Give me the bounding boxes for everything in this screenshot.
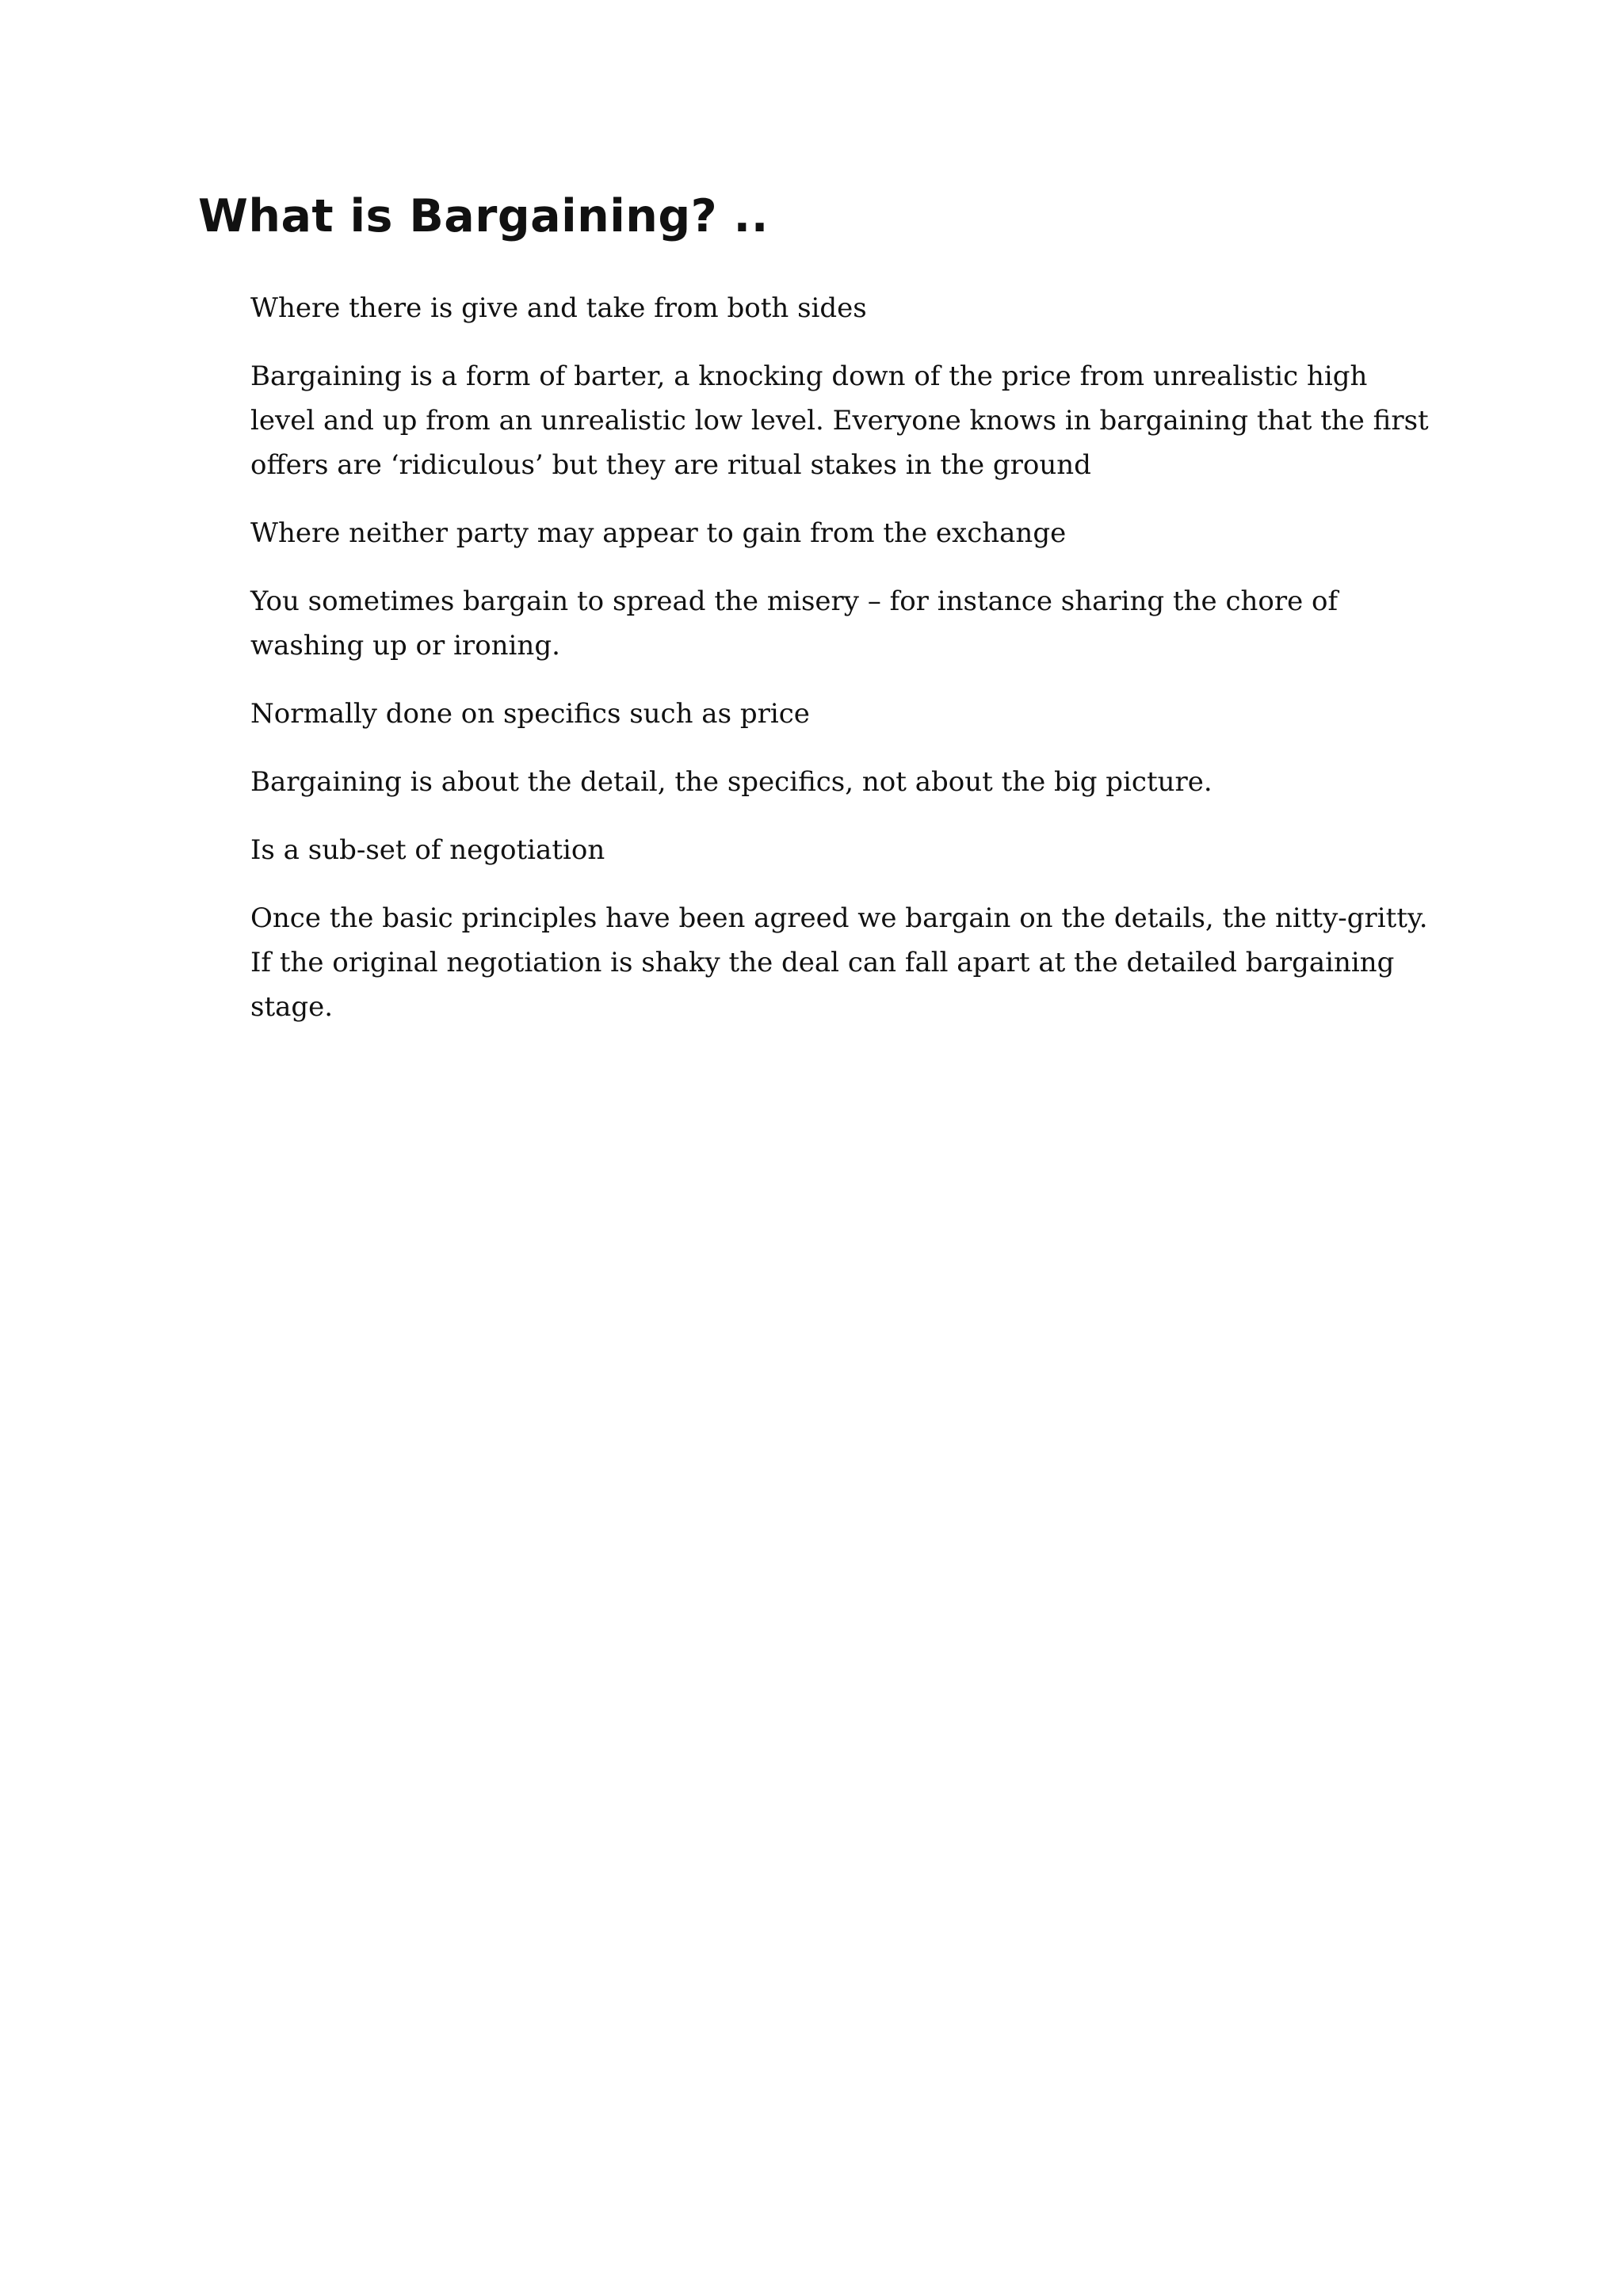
body-text — [250, 286, 1439, 1053]
paragraph-6: Bargaining is about the detail, the specifics, not about the big picture. — [250, 766, 1212, 798]
paragraph-5: Normally done on specifics such as price — [250, 698, 810, 730]
paragraph-3: Where neither party may appear to gain from the exchange — [250, 517, 1067, 549]
page-title: What is Bargaining? .. — [198, 190, 769, 242]
paragraph-8: Once the basic principles have been agreed we bargain on the details, the nitty-gritty. If the original negotiation is shaky the deal can fall apart at the detailed bargaining stage. — [250, 902, 1428, 1023]
paragraph-2: Bargaining is a form of barter, a knocking down of the price from unrealistic high level and up from an unrealistic low level. Everyone knows in bargaining that the first offers are ‘ridiculous’ but they are ritual stakes in the ground — [250, 360, 1429, 481]
paragraph-4: You sometimes bargain to spread the misery – for instance sharing the chore of washing up or ironing. — [250, 585, 1338, 662]
paragraph-7: Is a sub-set of negotiation — [250, 834, 605, 866]
paragraph-1: Where there is give and take from both sides — [250, 292, 867, 324]
